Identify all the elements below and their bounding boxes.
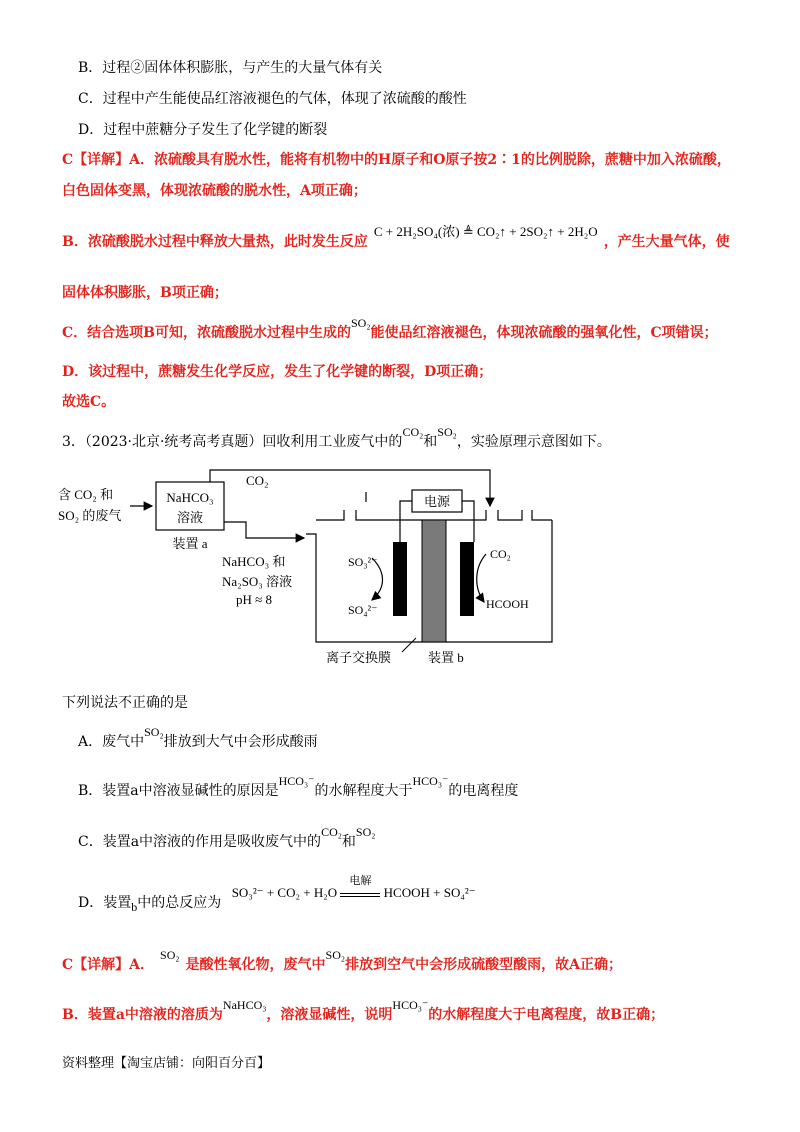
q3-exp2-text-b: ，溶液显碱性，说明 <box>266 1007 393 1023</box>
q3-stem-and: 和 <box>423 434 438 450</box>
q3-stem <box>62 425 611 452</box>
q3-optB-text-c: 的电离程度 <box>448 783 519 799</box>
q3-option-b <box>78 774 519 801</box>
device-a-solution-2: 溶液 <box>176 510 204 525</box>
device-a-label: 装置 a <box>172 536 208 551</box>
q2-reaction-equation: C + 2H₂SO₄(浓) ≜ CO₂↑ + 2SO₂↑ + 2H₂O <box>373 224 598 239</box>
q3-exp1-text-b: 是酸性氧化物，废气中 <box>185 957 326 973</box>
power-label: 电源 <box>423 494 451 509</box>
q3-optD-text-c: 中的总反应为 <box>137 895 222 911</box>
q3-electrolysis-equation <box>231 874 476 903</box>
experiment-diagram <box>50 462 570 667</box>
q2-explanation-line-5 <box>62 316 718 343</box>
anode <box>393 542 407 616</box>
bicarbonate-formula: HCO₃⁻ <box>278 774 315 788</box>
formic-acid-label: HCOOH <box>486 597 529 611</box>
ion-exchange-membrane <box>422 520 446 642</box>
q2-explanation-line-1: C【详解】A．浓硫酸具有脱水性，能将有机物中的H原子和O原子按2∶1的比例脱除，蔗糖中加入浓硫酸， <box>62 152 731 168</box>
q2-option-c: C．过程中产生能使品红溶液褪色的气体，体现了浓硫酸的酸性 <box>78 91 467 107</box>
so2-formula: SO₂ <box>144 725 164 739</box>
q3-stem-text-b: ，实验原理示意图如下。 <box>456 434 611 450</box>
q3-optC-text-a: C．装置a中溶液的作用是吸收废气中的 <box>78 834 322 850</box>
q2-option-b: B．过程②固体体积膨胀，与产生的大量气体有关 <box>78 60 383 76</box>
co2-top-label: CO₂ <box>246 473 269 488</box>
q3-exp1-text-c: 排放到空气中会形成硫酸型酸雨，故A正确； <box>345 957 622 973</box>
waste-gas-label-2: SO₂ 的废气 <box>58 508 122 523</box>
bicarbonate-formula: HCO₃⁻ <box>392 998 429 1012</box>
co2-formula: CO₂ <box>321 825 342 839</box>
q3-stem-text-a: 3．（2023·北京·统考高考真题）回收利用工业废气中的 <box>62 434 403 450</box>
q3-option-c <box>78 825 376 852</box>
waste-gas-label-1: 含 CO₂ 和 <box>58 487 114 502</box>
device-a-solution-1: NaHCO₃ <box>166 490 214 505</box>
so2-formula: SO₂ <box>355 825 376 839</box>
q3-exp1-text-a: C【详解】A． <box>62 957 155 973</box>
page-footer: 资料整理【淘宝店铺：向阳百分百】 <box>62 1056 271 1071</box>
q3-optA-text-b: 排放到大气中会形成酸雨 <box>163 734 318 750</box>
membrane-label: 离子交换膜 <box>326 650 392 665</box>
q2-exp5-text-b: 能使品红溶液褪色，体现浓硫酸的强氧化性，C项错误； <box>370 325 718 341</box>
q2-exp3-text-a: B．浓硫酸脱水过程中释放大量热，此时发生反应 <box>62 234 368 250</box>
so2-formula: SO₂ <box>160 948 180 962</box>
q2-explanation-line-3 <box>62 224 730 252</box>
bicarbonate-formula: HCO₃⁻ <box>412 774 449 788</box>
q2-explanation-line-2: 白色固体变黑，体现浓硫酸的脱水性，A项正确； <box>62 183 367 199</box>
solution-label-2: Na₂SO₃ 溶液 <box>222 574 293 589</box>
eq-condition: 电解 <box>349 874 372 887</box>
so2-formula: SO₂ <box>350 316 371 330</box>
q2-explanation-line-4: 固体体积膨胀，B项正确； <box>62 285 228 301</box>
sulfate-label: SO₄²⁻ <box>348 603 378 617</box>
q3-exp2-text-a: B．装置a中溶液的溶质为 <box>62 1007 223 1023</box>
eq-left: SO₃²⁻ + CO₂ + H₂O <box>231 885 338 900</box>
solution-label-1: NaHCO₃ 和 <box>222 554 286 569</box>
q2-exp5-text-a: C．结合选项B可知，浓硫酸脱水过程中生成的 <box>62 325 351 341</box>
q3-optB-text-b: 的水解程度大于 <box>314 783 413 799</box>
co2-formula: CO₂ <box>402 425 424 439</box>
q3-explanation-line-2 <box>62 998 665 1025</box>
device-b-label: 装置 b <box>428 650 464 665</box>
q2-exp3-text-b: ，产生大量气体，使 <box>603 234 730 250</box>
q3-optC-and: 和 <box>341 834 356 850</box>
q3-optB-text-a: B．装置a中溶液显碱性的原因是 <box>78 783 279 799</box>
co2-cathode-label: CO₂ <box>490 547 511 561</box>
q3-option-d <box>78 874 476 914</box>
q2-option-d: D．过程中蔗糖分子发生了化学键的断裂 <box>78 122 328 138</box>
cathode <box>460 542 474 616</box>
q3-option-a <box>78 725 318 752</box>
solution-label-3: pH ≈ 8 <box>236 592 273 607</box>
q3-explanation-line-1 <box>62 948 622 975</box>
solution-pipe <box>224 522 304 538</box>
sulfite-label: SO₃²⁻ <box>348 555 378 569</box>
so2-formula: SO₂ <box>437 425 457 439</box>
q3-optD-text-a: D．装置 <box>78 895 132 911</box>
q3-question: 下列说法不正确的是 <box>62 695 188 711</box>
q2-explanation-line-6: D．该过程中，蔗糖发生化学反应，发生了化学键的断裂，D项正确； <box>62 364 493 380</box>
q3-exp2-text-c: 的水解程度大于电离程度，故B正确； <box>428 1007 665 1023</box>
q2-explanation-line-7: 故选C。 <box>62 394 116 410</box>
eq-arrow <box>340 874 380 897</box>
sodium-bicarbonate-formula: NaHCO₃ <box>222 998 267 1012</box>
so2-formula: SO₂ <box>325 948 346 962</box>
device-b-subscript: b <box>131 900 138 914</box>
eq-right: HCOOH + SO₄²⁻ <box>383 885 476 900</box>
q3-optA-text-a: A．废气中 <box>78 734 145 750</box>
